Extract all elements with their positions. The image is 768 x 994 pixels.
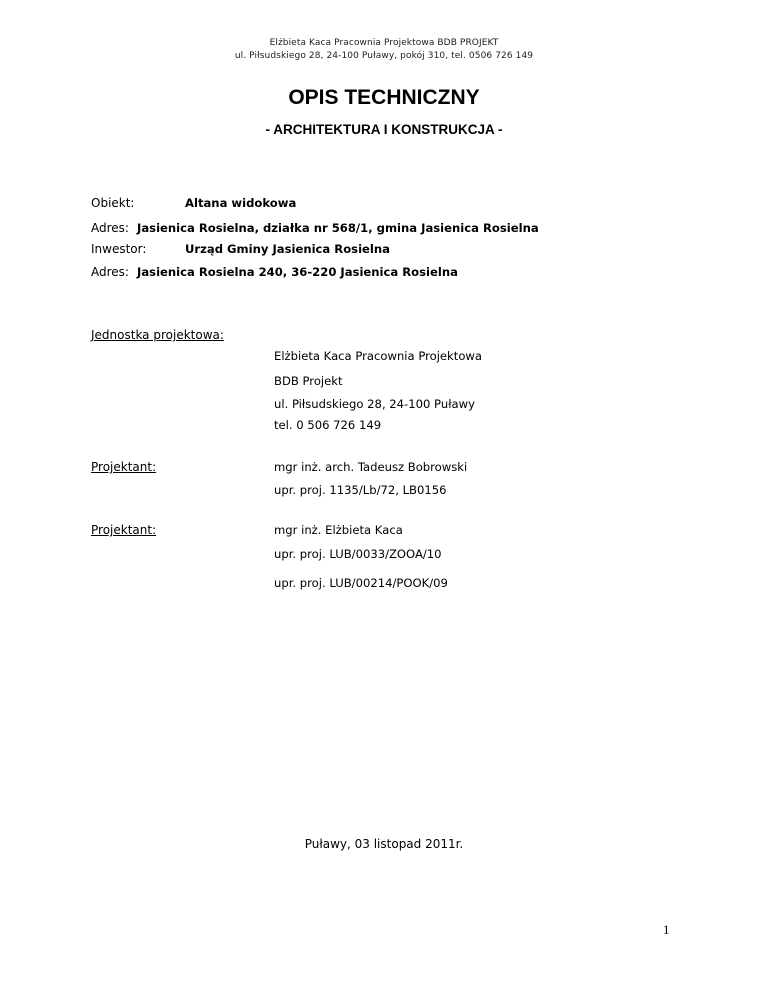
designer-2-line: upr. proj. LUB/00214/POOK/09	[274, 576, 448, 590]
investor-label: Inwestor:	[91, 242, 147, 256]
design-unit-line: tel. 0 506 726 149	[274, 418, 382, 432]
object-address-value: Jasienica Rosielna, działka nr 568/1, gmina Jasienica Rosielna	[137, 221, 539, 235]
page-number: 1	[663, 922, 670, 937]
header-company-line: Elżbieta Kaca Pracownia Projektowa BDB PROJEKT	[269, 38, 499, 48]
designer-2-label: Projektant:	[91, 523, 157, 537]
designer-1-line: mgr inż. arch. Tadeusz Bobrowski	[274, 460, 468, 474]
investor-address	[91, 265, 458, 279]
design-unit-line: ul. Piłsudskiego 28, 24-100 Puławy	[274, 397, 475, 411]
designer-1-label: Projektant:	[91, 460, 157, 474]
designer-1-line: upr. proj. 1135/Lb/72, LB0156	[274, 483, 447, 497]
design-unit-label: Jednostka projektowa:	[91, 328, 224, 342]
designer-2-line: mgr inż. Elżbieta Kaca	[274, 523, 403, 537]
design-unit-line: BDB Projekt	[274, 374, 343, 388]
document-subtitle: - ARCHITEKTURA I KONSTRUKCJA -	[265, 122, 503, 137]
investor-value: Urząd Gminy Jasienica Rosielna	[185, 242, 390, 256]
object-label: Obiekt:	[91, 196, 135, 210]
design-unit-line: Elżbieta Kaca Pracownia Projektowa	[274, 349, 483, 363]
document-title: OPIS TECHNICZNY	[288, 86, 480, 109]
header-address-line: ul. Piłsudskiego 28, 24-100 Puławy, pokój 310, tel. 0506 726 149	[234, 51, 534, 61]
object-address	[91, 221, 539, 235]
object-address-label: Adres:	[91, 221, 129, 235]
object-value: Altana widokowa	[185, 196, 297, 210]
investor-address-label: Adres:	[91, 265, 129, 279]
designer-2-line: upr. proj. LUB/0033/ZOOA/10	[274, 547, 442, 561]
place-and-date: Puławy, 03 listopad 2011r.	[304, 837, 464, 851]
investor-address-value: Jasienica Rosielna 240, 36-220 Jasienica Rosielna	[137, 265, 458, 279]
